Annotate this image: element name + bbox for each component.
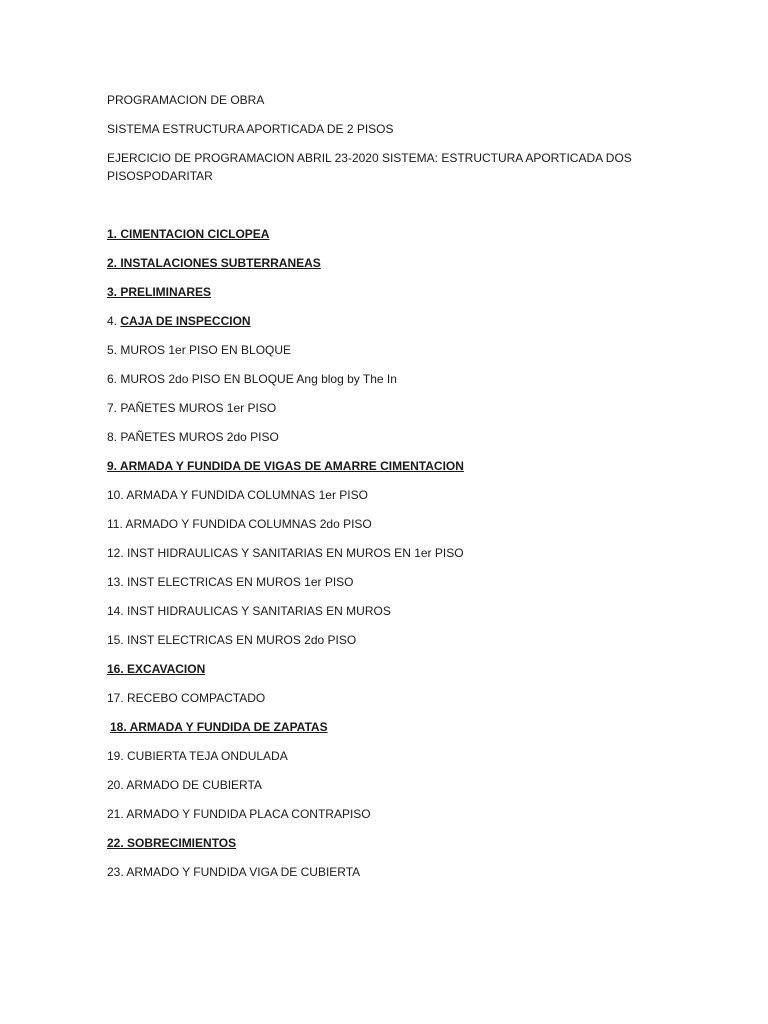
document-subtitle: SISTEMA ESTRUCTURA APORTICADA DE 2 PISOS xyxy=(107,122,394,136)
list-item: 3. PRELIMINARES xyxy=(107,285,212,299)
list-item-label: CAJA DE INSPECCION xyxy=(120,314,251,328)
document-paragraph: EJERCICIO DE PROGRAMACION ABRIL 23-2020 SISTEMA: ESTRUCTURA APORTICADA DOS PISOSPODARITAR xyxy=(107,151,632,183)
list-item: 10. ARMADA Y FUNDIDA COLUMNAS 1er PISO xyxy=(107,488,368,502)
list-item: 20. ARMADO DE CUBIERTA xyxy=(107,778,262,792)
list-item: 23. ARMADO Y FUNDIDA VIGA DE CUBIERTA xyxy=(107,865,361,879)
list-item: 13. INST ELECTRICAS EN MUROS 1er PISO xyxy=(107,575,354,589)
list-item: 1. CIMENTACION CICLOPEA xyxy=(107,227,270,241)
list-item: 16. EXCAVACION xyxy=(107,662,206,676)
document-body xyxy=(107,91,647,892)
list-item: 17. RECEBO COMPACTADO xyxy=(107,691,266,705)
list-item-label: 18. ARMADA Y FUNDIDA DE ZAPATAS xyxy=(110,720,328,734)
list-item: 21. ARMADO Y FUNDIDA PLACA CONTRAPISO xyxy=(107,807,371,821)
list-item: 11. ARMADO Y FUNDIDA COLUMNAS 2do PISO xyxy=(107,517,372,531)
list-item xyxy=(107,718,647,736)
list-item: 7. PAÑETES MUROS 1er PISO xyxy=(107,401,277,415)
list-item xyxy=(107,312,647,330)
list-item: 15. INST ELECTRICAS EN MUROS 2do PISO xyxy=(107,633,357,647)
list-item: 6. MUROS 2do PISO EN BLOQUE Ang blog by The In xyxy=(107,372,397,386)
list-item: 12. INST HIDRAULICAS Y SANITARIAS EN MUROS EN 1er PISO xyxy=(107,546,464,560)
activity-list xyxy=(107,225,647,881)
section-spacer xyxy=(107,185,647,225)
list-item: 22. SOBRECIMIENTOS xyxy=(107,836,237,850)
list-item: 9. ARMADA Y FUNDIDA DE VIGAS DE AMARRE CIMENTACION xyxy=(107,459,464,473)
list-item: 8. PAÑETES MUROS 2do PISO xyxy=(107,430,279,444)
list-item: 14. INST HIDRAULICAS Y SANITARIAS EN MUROS xyxy=(107,604,391,618)
list-item: 19. CUBIERTA TEJA ONDULADA xyxy=(107,749,288,763)
list-item: 2. INSTALACIONES SUBTERRANEAS xyxy=(107,256,321,270)
list-item: 5. MUROS 1er PISO EN BLOQUE xyxy=(107,343,292,357)
document-title: PROGRAMACION DE OBRA xyxy=(107,93,265,107)
list-item-number: 4. xyxy=(107,314,118,328)
